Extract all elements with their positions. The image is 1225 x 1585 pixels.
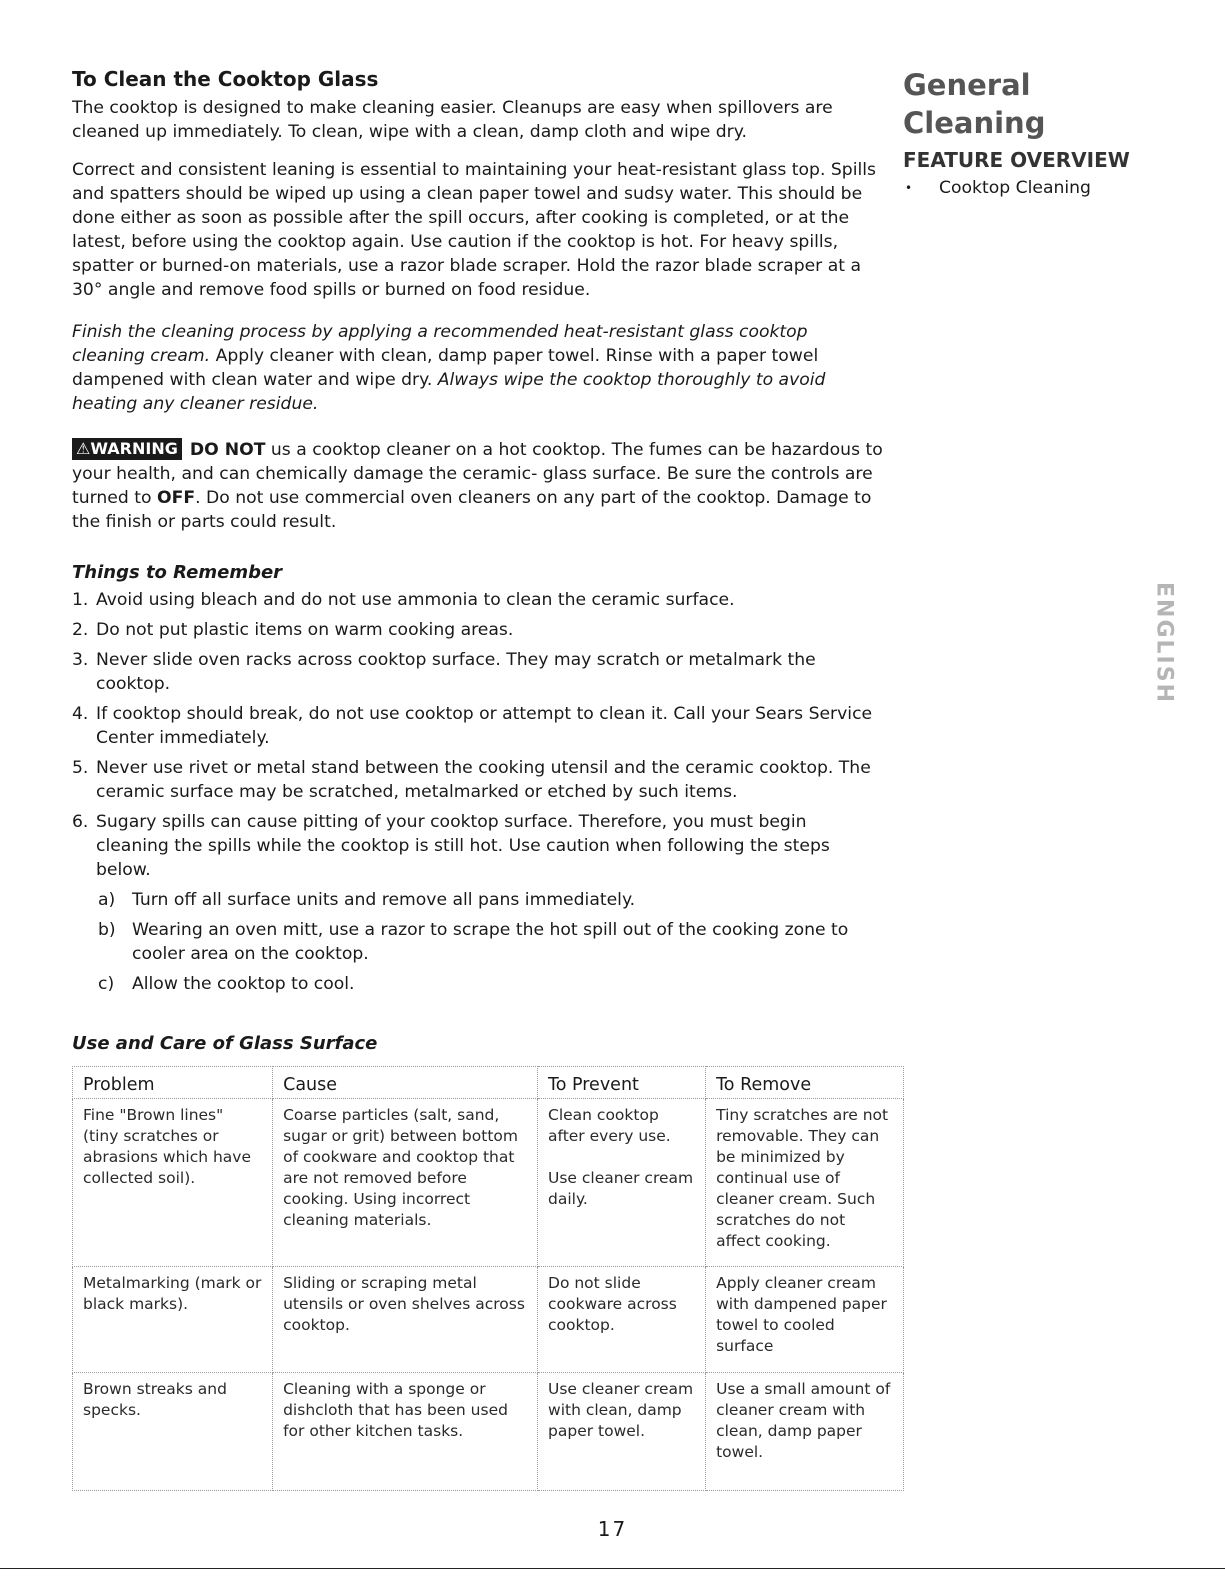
- bottom-divider: [0, 1568, 1225, 1569]
- warning-text-1: us a cooktop cleaner on a hot cooktop. The fumes can be hazardous to your health, and can chemically damage the ceramic- glass surface. Be sure the controls are turned to: [72, 440, 883, 508]
- language-side-tab-label: ENGLISH: [1151, 582, 1177, 704]
- warning-off-label: OFF: [156, 488, 196, 508]
- table-cell: Apply cleaner cream with dampened paper towel to cooled surface: [706, 1267, 904, 1373]
- substep-letter: b): [98, 920, 116, 940]
- language-side-tab: [1151, 578, 1177, 708]
- cleaning-paragraph: Correct and consistent leaning is essential to maintaining your heat-resistant glass top. Spills and spatters should be wiped up using a clean paper towel and sudsy water. This should be done either as soon as possible after the spill occurs, after cooking is completed, or at the latest, before using the cooktop again. Use caution if the cooktop is hot. For heavy spills, spatter or burned-on materials, use a razor blade scraper. Hold the razor blade scraper at a 30° angle and remove food spills or burned on food residue.: [72, 160, 876, 300]
- cream-instruction-italic: Finish the cleaning process by applying a recommended heat-resistant glass cooktop cleaning cream.: [72, 322, 808, 366]
- table-cell: Use cleaner cream with clean, damp paper towel.: [538, 1373, 706, 1491]
- substep-list: [72, 888, 884, 996]
- remember-list: [72, 588, 884, 996]
- substep-text: Wearing an oven mitt, use a razor to scrape the hot spill out of the cooking zone to cooler area on the cooktop.: [132, 920, 849, 964]
- list-item-number: 3.: [72, 650, 89, 670]
- table-header-row: [73, 1067, 904, 1099]
- list-item: [72, 702, 884, 750]
- prevent-text-extra: Use cleaner cream daily.: [548, 1169, 694, 1208]
- table-cell: Brown streaks and specks.: [73, 1373, 273, 1491]
- list-item: [72, 810, 884, 996]
- substep-item: [72, 918, 884, 966]
- sidebar-title-line-1: General: [903, 68, 1031, 102]
- prevent-text: Clean cooktop after every use.: [548, 1106, 671, 1145]
- list-item-text: Never slide oven racks across cooktop surface. They may scratch or metalmark the cooktop.: [96, 650, 816, 694]
- substep-item: [72, 888, 884, 912]
- cream-paragraph: [72, 320, 884, 416]
- column-header-cause: Cause: [273, 1067, 538, 1099]
- table-cell: Tiny scratches are not removable. They can be minimized by continual use of cleaner cream. Such scratches do not affect cooking.: [706, 1099, 904, 1267]
- substep-item: [72, 972, 884, 996]
- table-row: [73, 1267, 904, 1373]
- sidebar: [903, 66, 1163, 200]
- cream-instruction-text: Apply cleaner with clean, damp paper towel. Rinse with a paper towel dampened with clean water and wipe dry.: [72, 346, 819, 390]
- table-title: Use and Care of Glass Surface: [72, 1033, 378, 1054]
- care-table: [72, 1066, 904, 1491]
- table-cell: Cleaning with a sponge or dishcloth that has been used for other kitchen tasks.: [273, 1373, 538, 1491]
- substep-letter: a): [98, 890, 116, 910]
- list-item-text: If cooktop should break, do not use cooktop or attempt to clean it. Call your Sears Service Center immediately.: [96, 704, 873, 748]
- list-item: [72, 756, 884, 804]
- list-item-number: 5.: [72, 758, 89, 778]
- feature-list-item: [903, 176, 1163, 200]
- column-header-problem: Problem: [73, 1067, 273, 1099]
- table-row: [73, 1099, 904, 1267]
- warning-text-2: . Do not use commercial oven cleaners on any part of the cooktop. Damage to the finish or parts could result.: [72, 488, 872, 532]
- list-item-text: Sugary spills can cause pitting of your cooktop surface. Therefore, you must begin cleaning the spills while the cooktop is still hot. Use caution when following the steps below.: [96, 812, 830, 880]
- table-cell: Metalmarking (mark or black marks).: [73, 1267, 273, 1373]
- list-item: [72, 588, 884, 612]
- warning-triangle-icon: ⚠: [76, 439, 91, 458]
- table-cell: Use a small amount of cleaner cream with clean, damp paper towel.: [706, 1373, 904, 1491]
- table-row: [73, 1373, 904, 1491]
- remember-title: Things to Remember: [72, 562, 283, 583]
- list-item: [72, 618, 884, 642]
- substep-letter: c): [98, 974, 115, 994]
- main-content: [72, 66, 884, 1002]
- list-item-number: 1.: [72, 590, 89, 610]
- section-title: To Clean the Cooktop Glass: [72, 67, 379, 91]
- list-item-text: Do not put plastic items on warm cooking areas.: [96, 620, 514, 640]
- bullet-icon: •: [905, 181, 913, 195]
- list-item-text: Avoid using bleach and do not use ammonia to clean the ceramic surface.: [96, 590, 735, 610]
- intro-paragraph: The cooktop is designed to make cleaning easier. Cleanups are easy when spillovers are cleaned up immediately. To clean, wipe with a clean, damp cloth and wipe dry.: [72, 98, 833, 142]
- warning-lead: DO NOT: [189, 440, 266, 460]
- sidebar-title-line-2: Cleaning: [903, 106, 1046, 140]
- feature-list: [903, 176, 1163, 200]
- table-cell: Sliding or scraping metal utensils or oven shelves across cooktop.: [273, 1267, 538, 1373]
- list-item-number: 6.: [72, 812, 89, 832]
- substep-text: Allow the cooktop to cool.: [132, 974, 355, 994]
- table-cell: Do not slide cookware across cooktop.: [538, 1267, 706, 1373]
- page-number: 17: [597, 1517, 628, 1541]
- warning-badge: [72, 438, 182, 460]
- warning-badge-label: WARNING: [90, 439, 178, 458]
- cream-caution-italic: Always wipe the cooktop thoroughly to avoid heating any cleaner residue.: [72, 370, 826, 414]
- table-cell: Fine "Brown lines" (tiny scratches or abrasions which have collected soil).: [73, 1099, 273, 1267]
- column-header-prevent: To Prevent: [538, 1067, 706, 1099]
- list-item-number: 2.: [72, 620, 89, 640]
- feature-list-item-label: Cooktop Cleaning: [939, 178, 1091, 198]
- table-cell-prevent: [538, 1099, 706, 1267]
- list-item-number: 4.: [72, 704, 89, 724]
- feature-overview-label: FEATURE OVERVIEW: [903, 148, 1130, 172]
- table-cell: Coarse particles (salt, sand, sugar or grit) between bottom of cookware and cooktop that are not removed before cooking. Using incorrect cleaning materials.: [273, 1099, 538, 1267]
- substep-text: Turn off all surface units and remove all pans immediately.: [132, 890, 636, 910]
- warning-paragraph: [72, 438, 884, 534]
- list-item: [72, 648, 884, 696]
- column-header-remove: To Remove: [706, 1067, 904, 1099]
- list-item-text: Never use rivet or metal stand between the cooking utensil and the ceramic cooktop. The ceramic surface may be scratched, metalmarked or etched by such items.: [96, 758, 871, 802]
